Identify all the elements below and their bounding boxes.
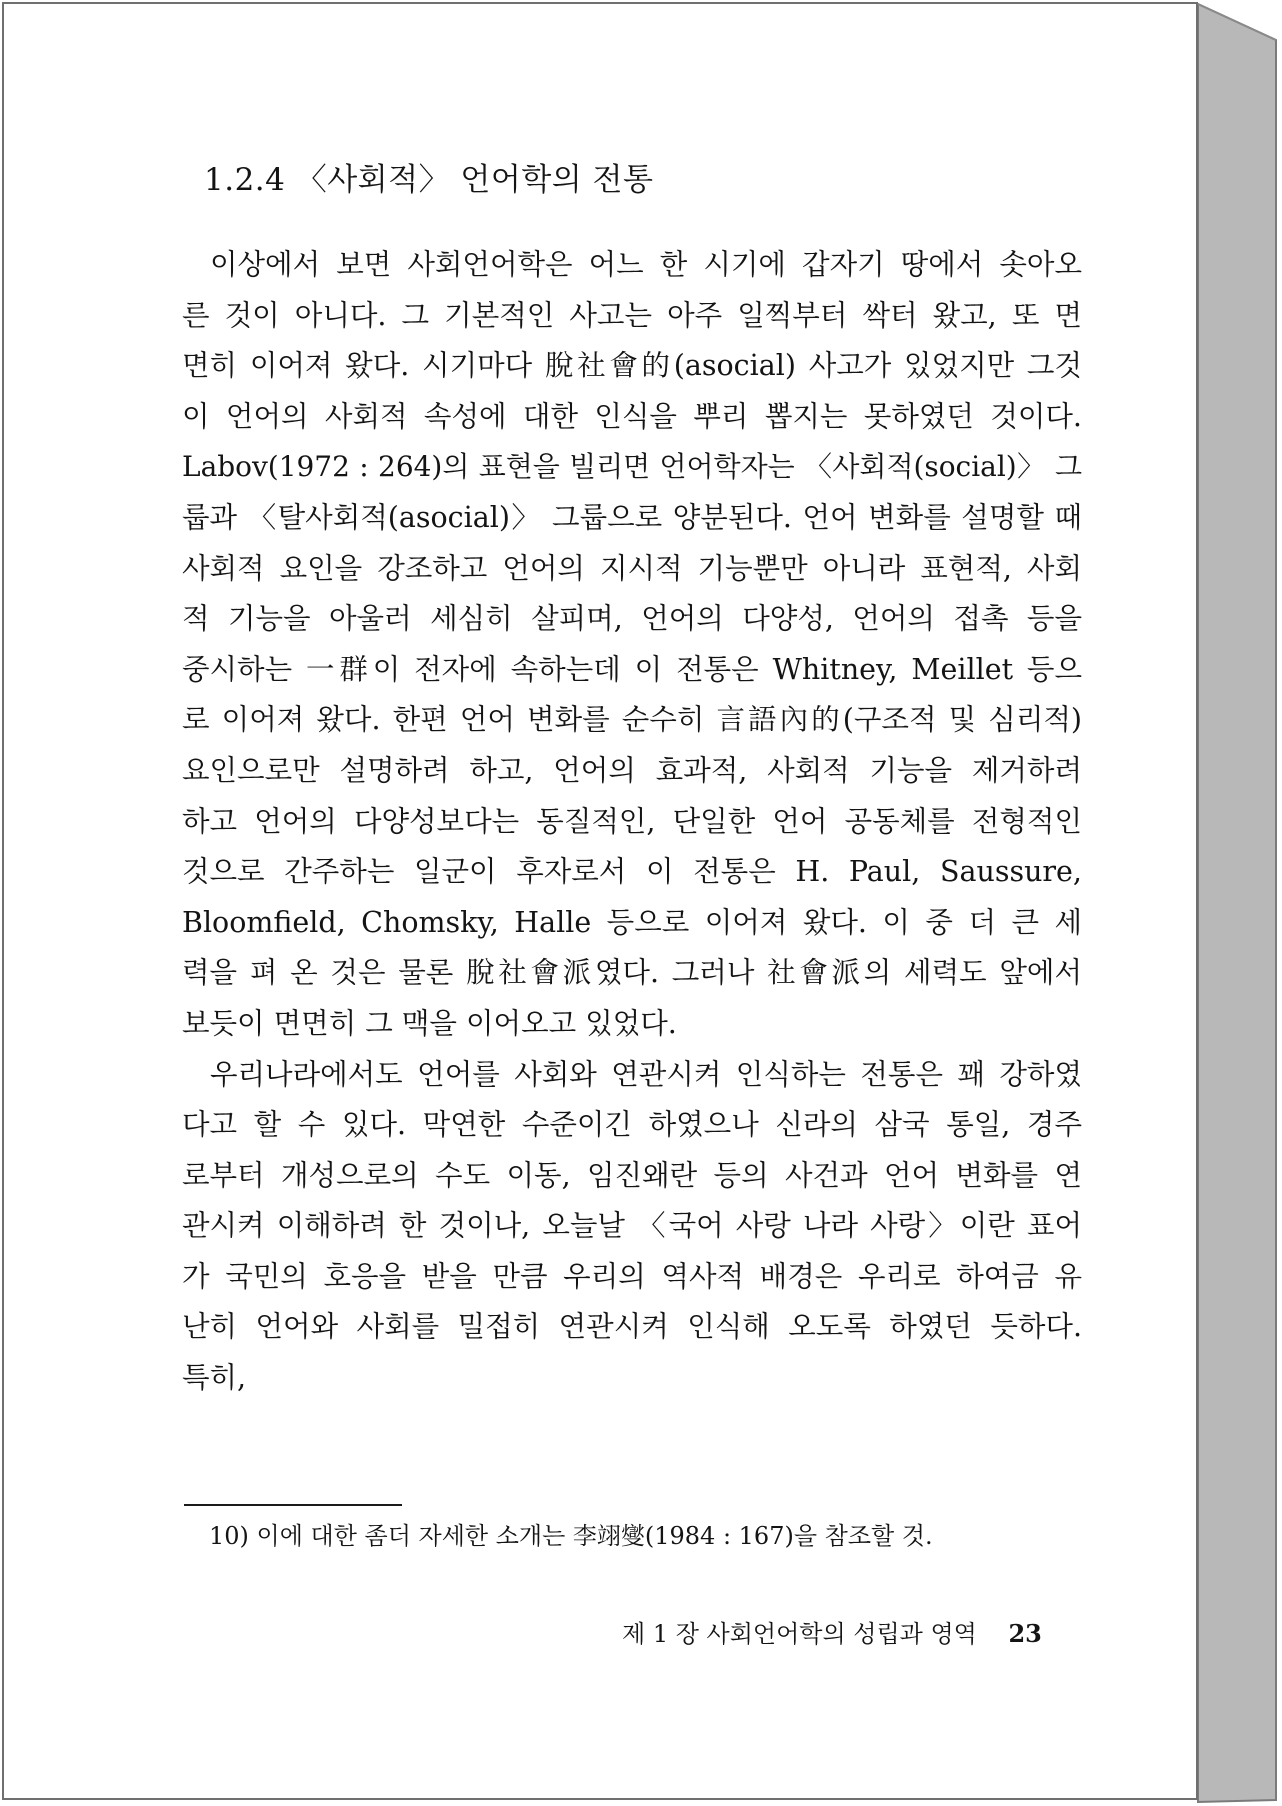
text-line: 우리나라에서도 언어를 사회와 연관시켜 인식하는 전통은 꽤 강하였 bbox=[210, 1057, 1082, 1091]
footnote: 10) 이에 대한 좀더 자세한 소개는 李翊燮(1984 : 167)을 참조할 것. bbox=[209, 1522, 933, 1550]
text-line: Labov(1972 : 264)의 표현을 빌리면 언어학자는 〈사회적(social)〉 그 bbox=[182, 450, 1082, 484]
body-text bbox=[182, 240, 1082, 1404]
text-line: 난히 언어와 사회를 밀접히 연관시켜 인식해 오도록 하였던 듯하다. bbox=[182, 1310, 1082, 1344]
text-line: 중시하는 一群이 전자에 속하는데 이 전통은 Whitney, Meillet 등으 bbox=[182, 652, 1082, 686]
page-number: 23 bbox=[1008, 1619, 1042, 1648]
document-page bbox=[2, 2, 1198, 1800]
text-line: 관시켜 이해하려 한 것이나, 오늘날 〈국어 사랑 나라 사랑〉이란 표어 bbox=[182, 1209, 1082, 1243]
text-line: 로부터 개성으로의 수도 이동, 임진왜란 등의 사건과 언어 변화를 연 bbox=[182, 1158, 1082, 1192]
section-heading: 1.2.4 〈사회적〉 언어학의 전통 bbox=[204, 162, 654, 198]
text-line: 것으로 간주하는 일군이 후자로서 이 전통은 H. Paul, Saussure, bbox=[182, 855, 1082, 889]
text-line: 하고 언어의 다양성보다는 동질적인, 단일한 언어 공동체를 전형적인 bbox=[182, 804, 1082, 838]
text-line: 룹과 〈탈사회적(asocial)〉 그룹으로 양분된다. 언어 변화를 설명할 때 bbox=[182, 500, 1082, 534]
footer-chapter: 제 1 장 bbox=[622, 1620, 699, 1648]
running-footer bbox=[622, 1614, 1042, 1649]
footer-title: 사회언어학의 성립과 영역 bbox=[706, 1620, 977, 1648]
text-line: 가 국민의 호응을 받을 만큼 우리의 역사적 배경은 우리로 하여금 유 bbox=[182, 1259, 1082, 1293]
text-line: 이 언어의 사회적 속성에 대한 인식을 뿌리 뽑지는 못하였던 것이다. bbox=[182, 399, 1082, 433]
text-line: 면히 이어져 왔다. 시기마다 脫社會的(asocial) 사고가 있었지만 그것 bbox=[182, 349, 1082, 383]
text-line: 로 이어져 왔다. 한편 언어 변화를 순수히 言語內的(구조적 및 심리적) bbox=[182, 703, 1082, 737]
text-line: 이상에서 보면 사회언어학은 어느 한 시기에 갑자기 땅에서 솟아오 bbox=[210, 248, 1082, 281]
text-line: 다고 할 수 있다. 막연한 수준이긴 하였으나 신라의 삼국 통일, 경주 bbox=[182, 1108, 1082, 1142]
text-line: 력을 펴 온 것은 물론 脫社會派였다. 그러나 社會派의 세력도 앞에서 bbox=[182, 956, 1082, 990]
paragraph-1 bbox=[182, 240, 1082, 1050]
text-line: 적 기능을 아울러 세심히 살피며, 언어의 다양성, 언어의 접촉 등을 bbox=[182, 602, 1082, 636]
text-line: 사회적 요인을 강조하고 언어의 지시적 기능뿐만 아니라 표현적, 사회 bbox=[182, 551, 1082, 585]
paragraph-2 bbox=[182, 1050, 1082, 1404]
text-line: Bloomfield, Chomsky, Halle 등으로 이어져 왔다. 이 중 더 큰 세 bbox=[182, 905, 1082, 939]
footnote-divider bbox=[184, 1504, 402, 1506]
text-line: 요인으로만 설명하려 하고, 언어의 효과적, 사회적 기능을 제거하려 bbox=[182, 753, 1082, 787]
text-line: 특히, bbox=[182, 1361, 247, 1395]
text-line: 른 것이 아니다. 그 기본적인 사고는 아주 일찍부터 싹터 왔고, 또 면 bbox=[182, 298, 1082, 332]
text-line: 보듯이 면면히 그 맥을 이어오고 있었다. bbox=[182, 1006, 677, 1040]
